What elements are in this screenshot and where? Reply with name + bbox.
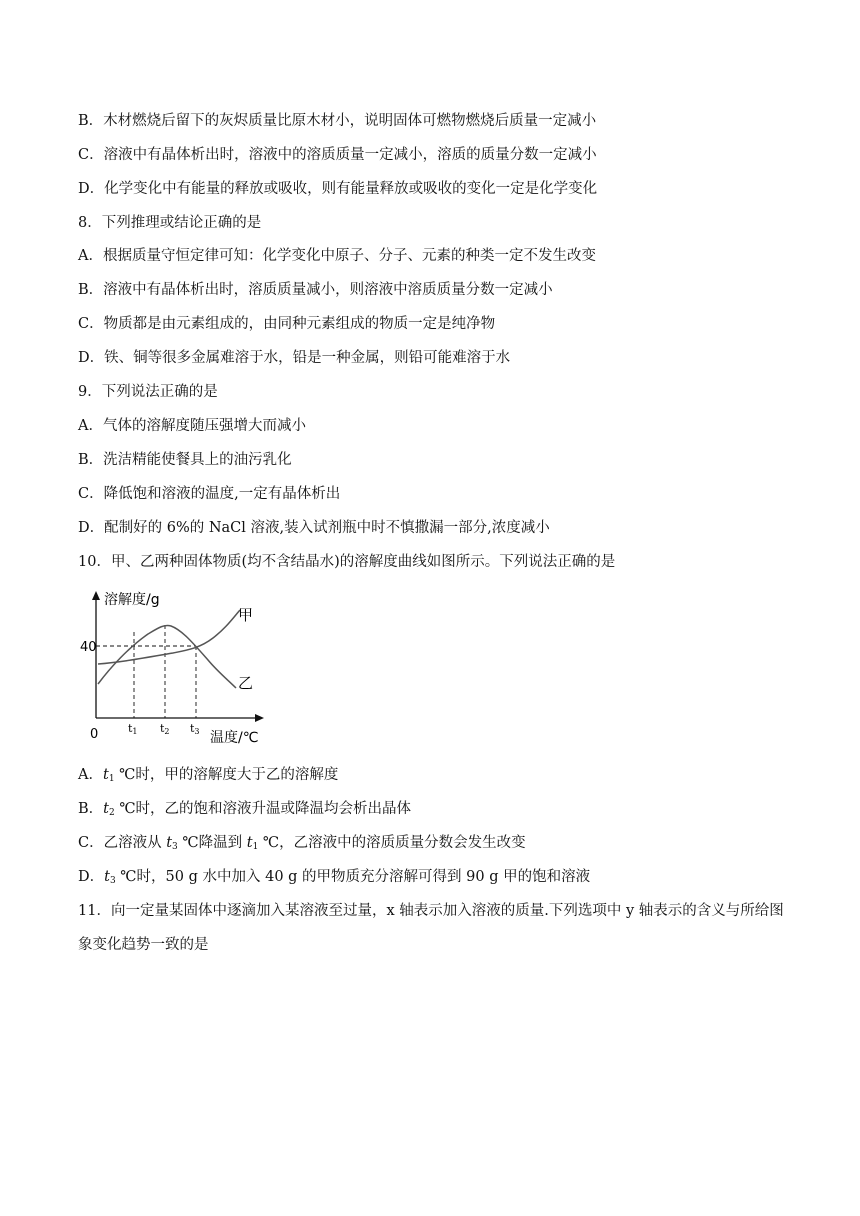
q9-option-b: B．洗洁精能使餐具上的油污乳化 <box>78 452 292 468</box>
x-tick-t1: t1 <box>128 722 138 736</box>
q10-option-b <box>78 799 411 823</box>
q10-option-d <box>78 867 590 891</box>
q10-option-c <box>78 833 526 857</box>
q10-d-sub: 3 <box>109 876 116 886</box>
q10-d-t: t <box>104 869 110 885</box>
series-jia-curve <box>98 610 240 664</box>
q10-d-text: ℃时，50 g 水中加入 40 g 的甲物质充分溶解可得到 90 g 甲的饱和溶液 <box>115 869 591 885</box>
q10-b-text: ℃时，乙的饱和溶液升温或降温均会析出晶体 <box>114 801 412 817</box>
solubility-chart <box>78 588 278 748</box>
q8-option-c: C．物质都是由元素组成的，由同种元素组成的物质一定是纯净物 <box>78 316 496 332</box>
series-yi-curve <box>98 625 236 688</box>
q11-stem: 11．向一定量某固体中逐滴加入某溶液至过量，x 轴表示加入溶液的质量.下列选项中 y 轴表示的含义与所给图象变化趋势一致的是 <box>78 903 784 953</box>
q9-option-c: C．降低饱和溶液的温度,一定有晶体析出 <box>78 486 341 502</box>
q8-option-b: B．溶液中有晶体析出时，溶质质量减小，则溶液中溶质质量分数一定减小 <box>78 282 553 298</box>
x-tick-t2: t2 <box>160 722 170 736</box>
q10-stem: 10．甲、乙两种固体物质(均不含结晶水)的溶解度曲线如图所示。下列说法正确的是 <box>78 554 616 570</box>
q10-c-sub2: 1 <box>252 842 259 852</box>
q8-option-a: A．根据质量守恒定律可知：化学变化中原子、分子、元素的种类一定不发生改变 <box>78 248 596 264</box>
q10-c-pre: C．乙溶液从 <box>78 835 167 851</box>
q10-a-text: ℃时，甲的溶解度大于乙的溶解度 <box>114 767 339 783</box>
series-label-jia: 甲 <box>238 606 254 624</box>
series-label-yi: 乙 <box>238 674 254 692</box>
q10-a-label: A． <box>78 767 103 783</box>
solubility-chart-svg <box>78 588 278 748</box>
q10-c-t2: t <box>246 835 253 851</box>
q10-c-mid: ℃降温到 <box>177 835 247 851</box>
q10-b-label: B． <box>78 801 104 817</box>
q10-a-t: t <box>102 767 109 783</box>
q10-d-label: D． <box>78 869 105 885</box>
q9-option-a: A．气体的溶解度随压强增大而减小 <box>78 418 306 434</box>
q7-option-d: D．化学变化中有能量的释放或吸收，则有能量释放或吸收的变化一定是化学变化 <box>78 181 598 197</box>
q10-b-t: t <box>103 801 109 817</box>
q7-option-c: C．溶液中有晶体析出时，溶液中的溶质质量一定减小，溶质的质量分数一定减小 <box>78 147 597 163</box>
y-axis-arrow <box>92 591 100 600</box>
q7-option-b: B．木材燃烧后留下的灰烬质量比原木材小，说明固体可燃物燃烧后质量一定减小 <box>78 113 597 129</box>
x-axis-arrow <box>255 714 264 722</box>
q8-stem: 8．下列推理或结论正确的是 <box>78 215 262 231</box>
y-tick-40: 40 <box>80 640 97 655</box>
q10-c-sub1: 3 <box>172 842 178 852</box>
q9-stem: 9．下列说法正确的是 <box>78 384 218 400</box>
q10-c-t1: t <box>166 835 173 851</box>
q8-option-d: D．铁、铜等很多金属难溶于水，铅是一种金属，则铅可能难溶于水 <box>78 350 511 366</box>
y-axis-label: 溶解度/g <box>104 592 160 608</box>
q10-option-a <box>78 765 338 789</box>
q9-option-d: D．配制好的 6%的 NaCl 溶液,装入试剂瓶中时不慎撒漏一部分,浓度减小 <box>78 520 550 536</box>
q10-b-sub: 2 <box>108 808 115 818</box>
x-tick-t3: t3 <box>190 722 200 736</box>
origin-label: 0 <box>90 727 99 742</box>
q10-c-text: ℃，乙溶液中的溶质质量分数会发生改变 <box>258 835 526 851</box>
x-axis-label: 温度/℃ <box>210 730 259 746</box>
q10-a-sub: 1 <box>108 774 115 784</box>
